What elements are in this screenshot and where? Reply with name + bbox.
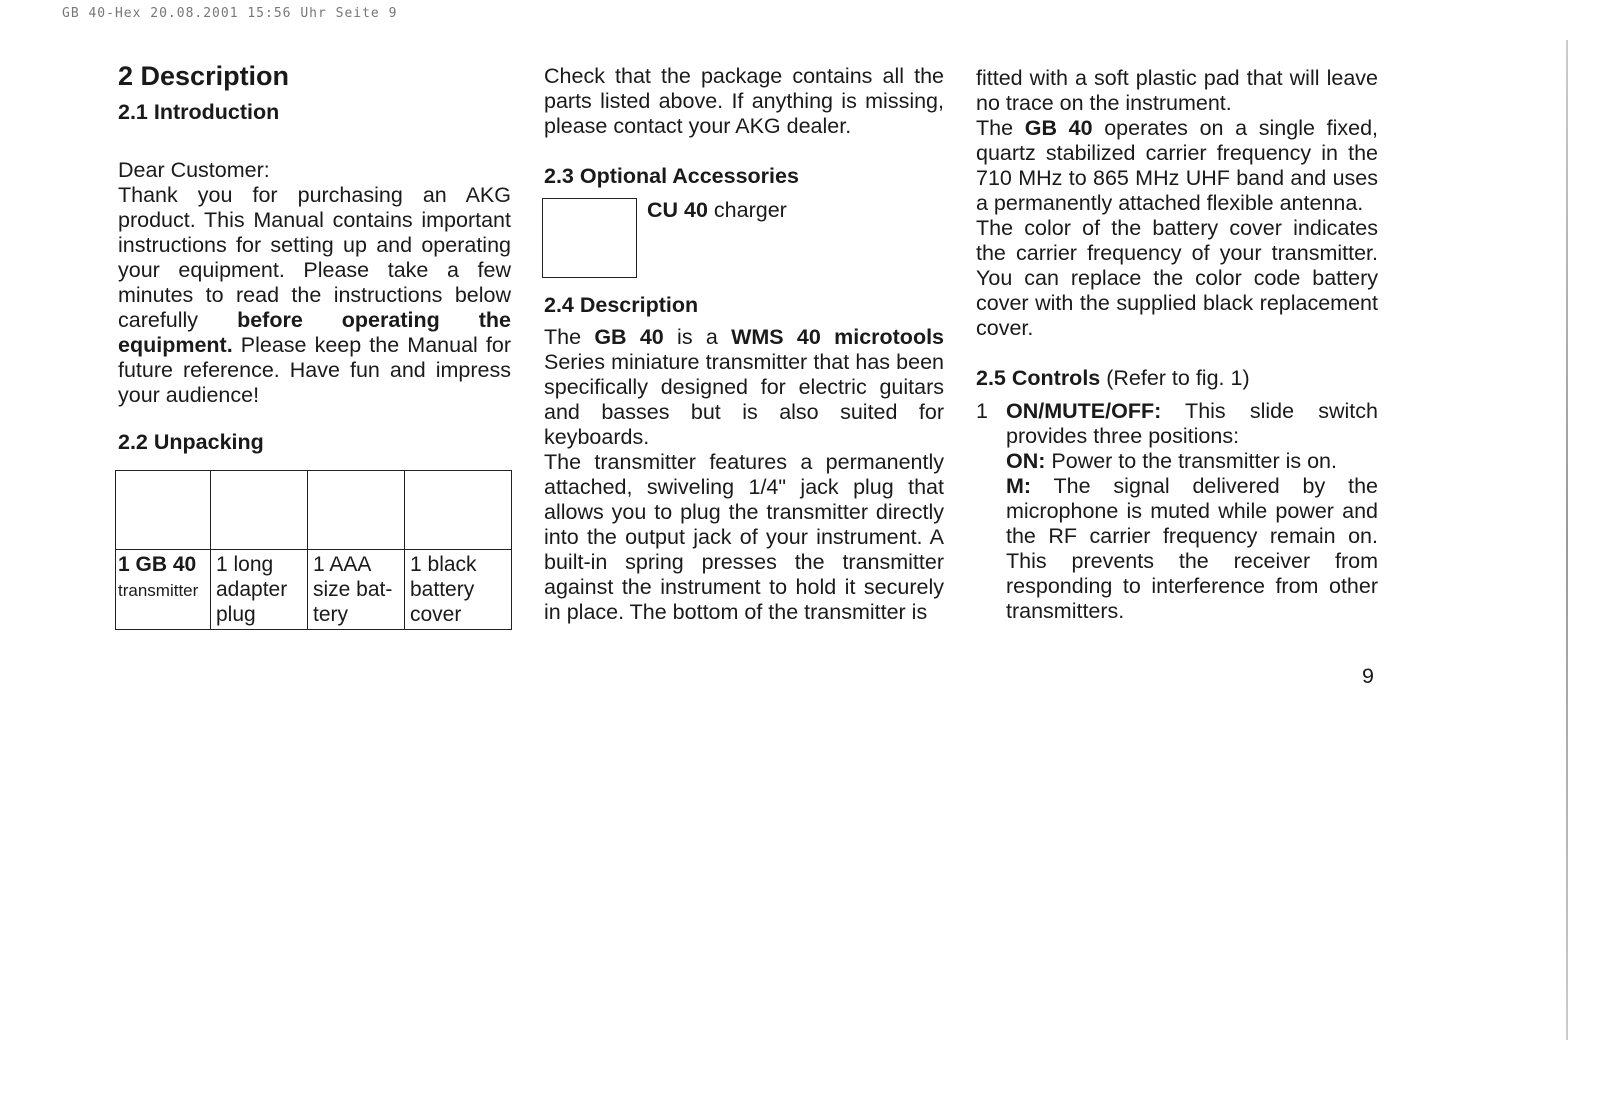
section-title: 2 Description xyxy=(118,61,290,91)
controls-ref: (Refer to fig. 1) xyxy=(1100,366,1250,390)
item-image-cell xyxy=(308,471,405,550)
page-number: 9 xyxy=(1362,664,1374,688)
frequency-paragraph xyxy=(976,116,1378,216)
intro-bold: before operating the equipment. xyxy=(118,308,511,357)
freq-text: The xyxy=(976,116,1025,140)
desc-text: The xyxy=(544,325,595,349)
switch-intro xyxy=(1006,399,1378,449)
item-image-cell xyxy=(211,471,308,550)
desc-text: Series miniature transmitter that has been specifically designed for electric guitars and basses but is also suited for keyboards. xyxy=(544,350,944,449)
m-text: The signal delivered by the microphone is muted while power and the RF carrier frequency remain on. This prevents the receiver from responding to interference from other transmitters. xyxy=(1006,474,1378,623)
column-1 xyxy=(118,60,511,630)
table-cell xyxy=(116,550,211,630)
check-paragraph: Check that the package contains all the parts listed above. If anything is missing, please contact your AKG dealer. xyxy=(544,64,944,138)
intro-paragraph xyxy=(118,183,511,408)
intro-heading: 2.1 Introduction xyxy=(118,100,280,124)
on-position xyxy=(1006,449,1378,474)
unpacking-table xyxy=(115,470,512,630)
table-cell: 1 long adapter plug xyxy=(211,550,308,630)
item-number: 1 xyxy=(976,399,988,423)
scan-edge xyxy=(1566,40,1568,1040)
controls-bold: 2.5 Controls xyxy=(976,366,1101,390)
continued-paragraph: fitted with a soft plastic pad that will leave no trace on the instrument. xyxy=(976,66,1378,115)
optional-heading: 2.3 Optional Accessories xyxy=(544,164,799,188)
battery-cover-paragraph: The color of the battery cover indicates the carrier frequency of your transmitter. You can replace the color code battery cover with the supplied black replacement cover. xyxy=(976,216,1378,340)
accessory-image-box xyxy=(542,198,637,278)
intro-text-1: Thank you for purchasing an AKG product. This Manual contains important instructions for setting up and operating your equipment. Please take a few minutes to read the instructions below carefully xyxy=(118,183,511,332)
desc-text: is a xyxy=(663,325,732,349)
controls-heading xyxy=(976,366,1378,391)
accessory-label xyxy=(647,198,787,223)
on-label: ON: xyxy=(1006,449,1046,473)
controls-list-item xyxy=(976,399,1378,624)
description-heading: 2.4 Description xyxy=(544,293,699,317)
switch-title: ON/MUTE/OFF: xyxy=(1006,399,1162,423)
freq-text: operates on a single fixed, quartz stabilized carrier frequency in the 710 MHz to 865 MHz UHF band and uses a permanently attached flexible antenna. xyxy=(976,116,1378,215)
accessory-row xyxy=(542,198,944,278)
m-label: M: xyxy=(1006,474,1032,498)
accessory-desc: charger xyxy=(707,198,787,222)
table-cell: 1 AAA size bat-tery xyxy=(308,550,405,630)
item-image-cell xyxy=(116,471,211,550)
freq-bold: GB 40 xyxy=(1024,116,1093,140)
unpacking-heading: 2.2 Unpacking xyxy=(118,430,264,454)
switch-text: This slide switch provides three positions: xyxy=(1006,399,1378,448)
cell-bold: 1 GB 40 xyxy=(118,553,197,576)
column-2 xyxy=(544,64,944,625)
item-body xyxy=(1006,399,1378,624)
intro-text-2: Please keep the Manual for future reference. Have fun and impress your audience! xyxy=(118,333,511,407)
desc-bold: GB 40 xyxy=(594,325,664,349)
accessory-name: CU 40 xyxy=(647,198,708,222)
item-image-cell xyxy=(405,471,512,550)
cell-small: transmitter xyxy=(118,581,199,600)
greeting: Dear Customer: xyxy=(118,158,270,182)
desc-bold: WMS 40 microtools xyxy=(731,325,945,349)
transmitter-paragraph: The transmitter features a permanently attached, swiveling 1/4" jack plug that allows you to plug the transmitter directly into the output jack of your instrument. A built-in spring presses the transmitter against the instrument to hold it securely in place. The bottom of the transmitter is xyxy=(544,450,944,624)
column-3 xyxy=(976,66,1378,624)
mute-position xyxy=(1006,474,1378,624)
page-header: GB 40-Hex 20.08.2001 15:56 Uhr Seite 9 xyxy=(62,6,398,21)
on-text: Power to the transmitter is on. xyxy=(1045,449,1337,473)
table-cell: 1 black battery cover xyxy=(405,550,512,630)
description-paragraph xyxy=(544,325,944,450)
